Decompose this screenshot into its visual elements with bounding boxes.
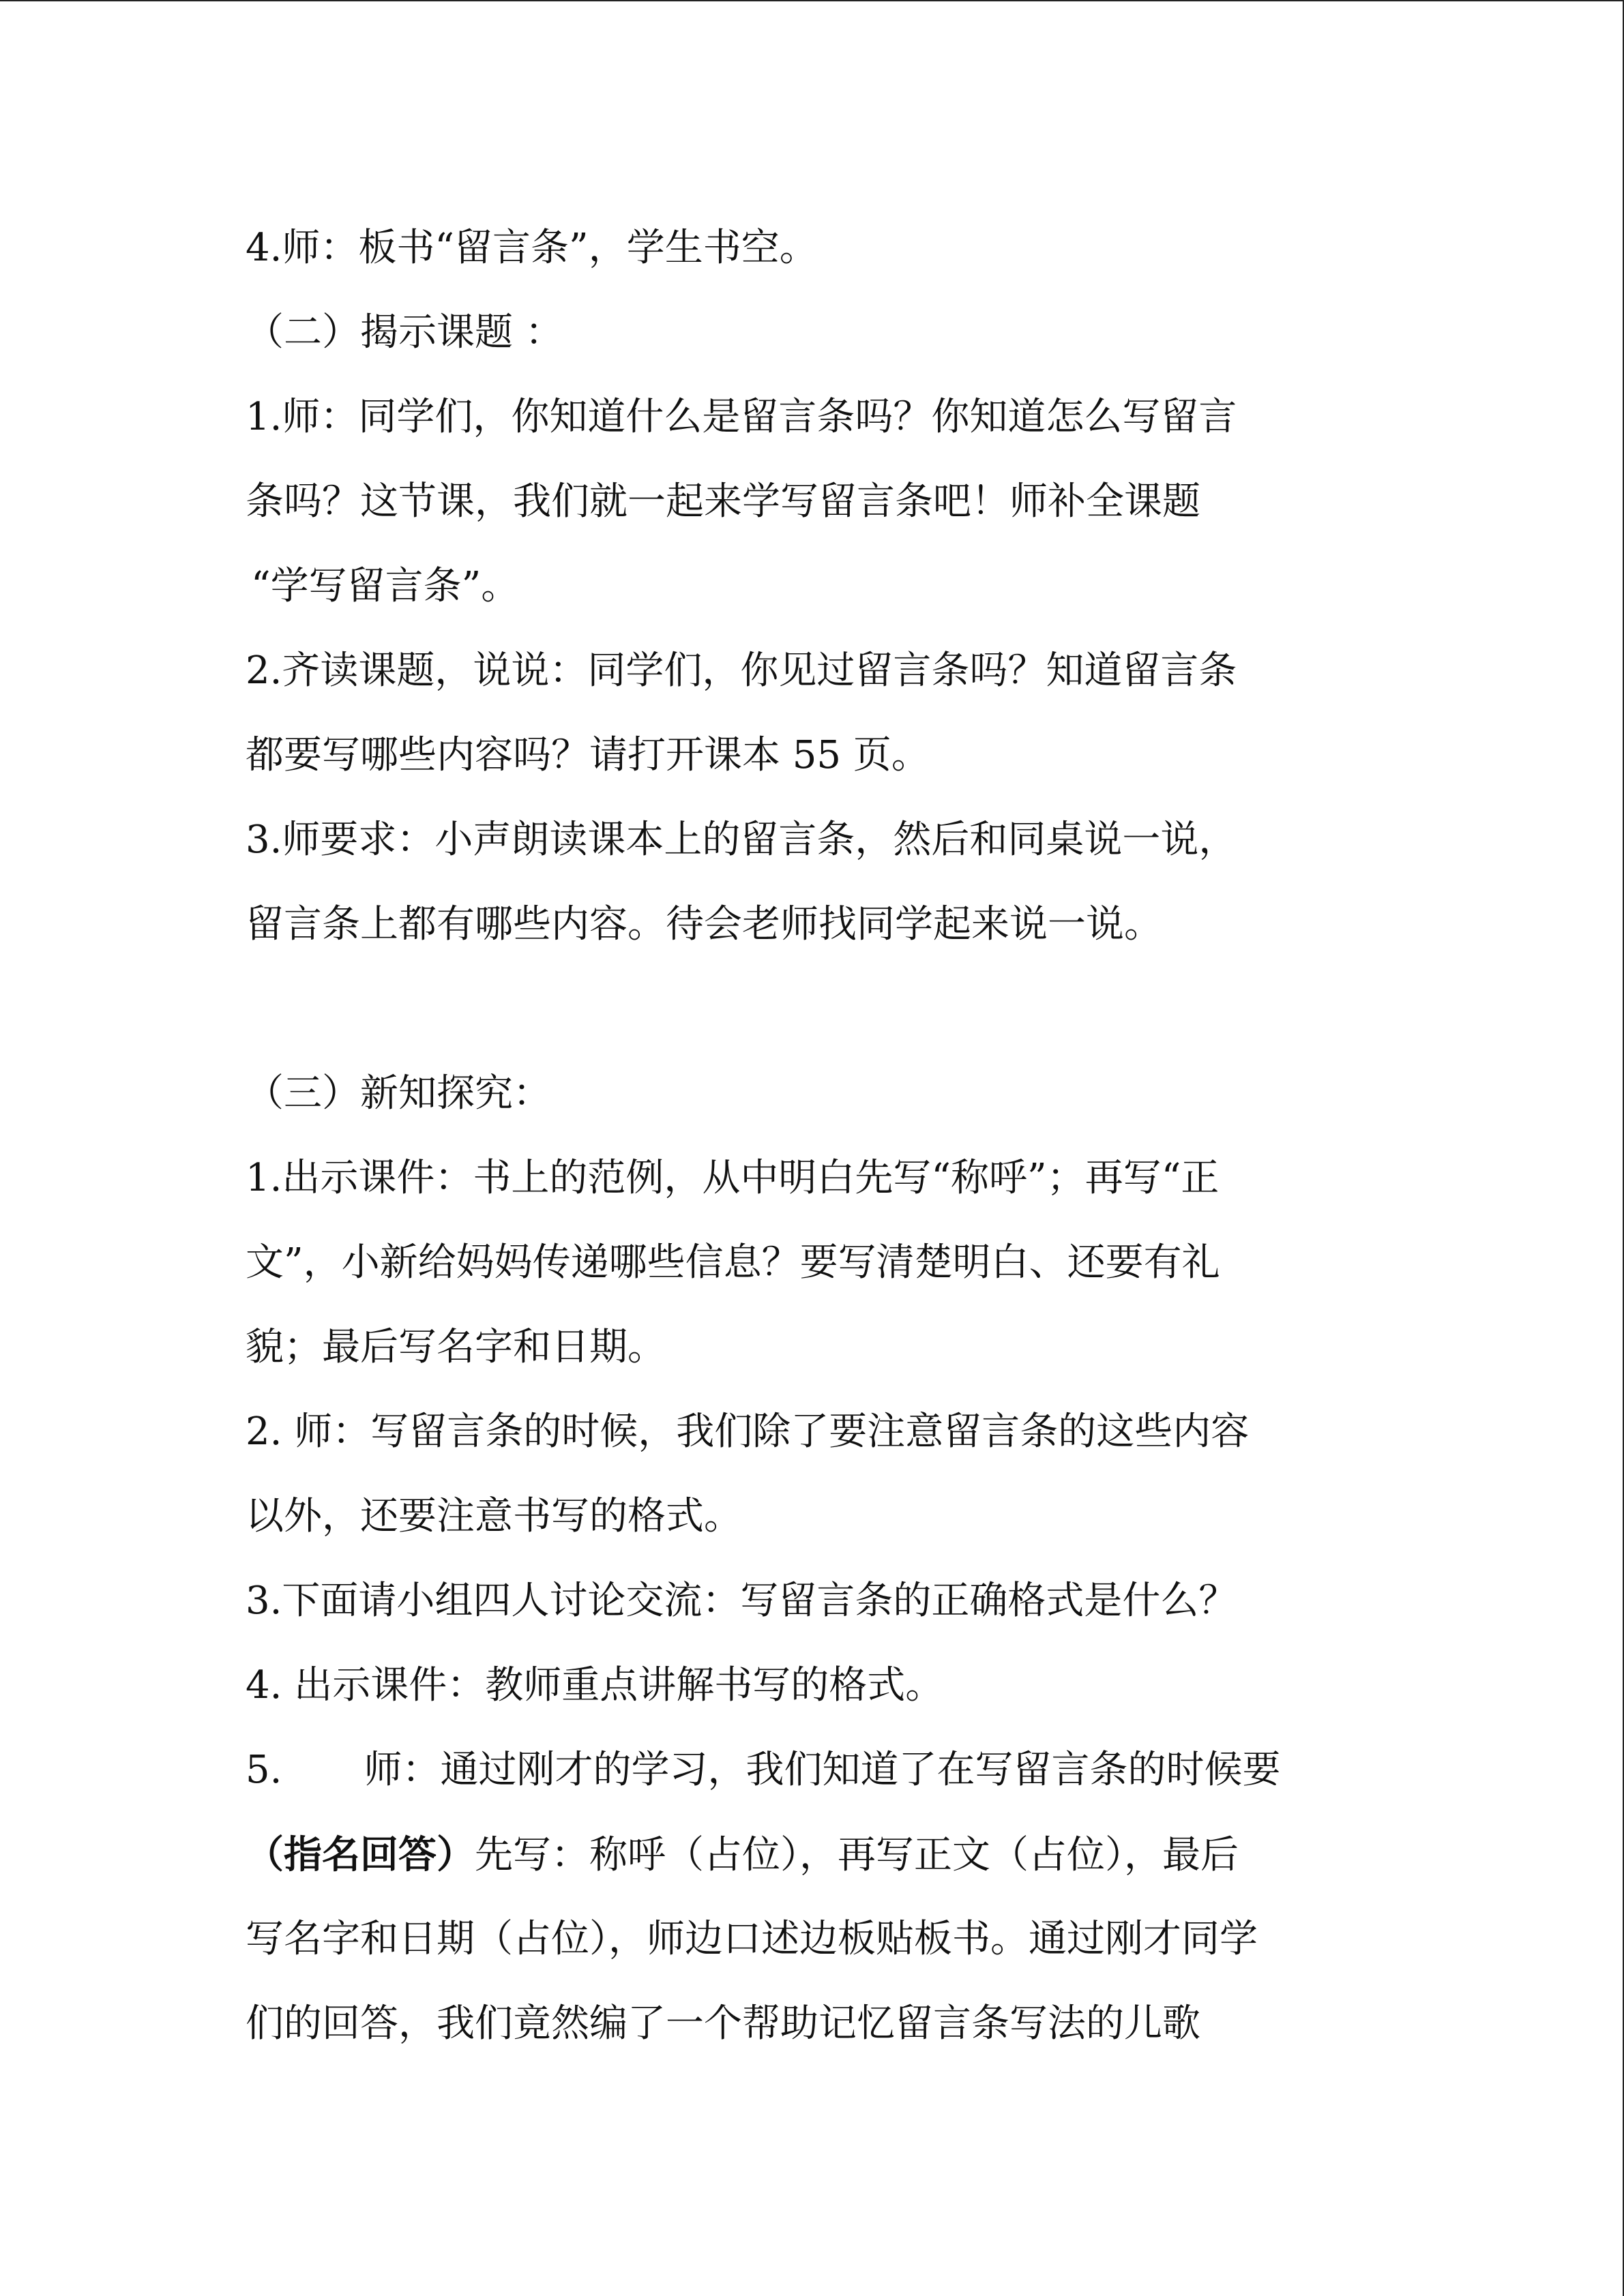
paragraph-line: 1.师：同学们，你知道什么是留言条吗？你知道怎么写留言 xyxy=(246,395,1237,439)
paragraph-spacer xyxy=(246,967,1419,1052)
paragraph-line: 2. 师：写留言条的时候，我们除了要注意留言条的这些内容 xyxy=(246,1410,1250,1454)
paragraph-line: 条吗？这节课，我们就一起来学写留言条吧！师补全课题 xyxy=(246,479,1200,524)
paragraph-line: “学写留言条”。 xyxy=(251,564,520,608)
paragraph-line: 3.下面请小组四人讨论交流：写留言条的正确格式是什么？ xyxy=(246,1579,1237,1623)
paragraph-line: 貌；最后写名字和日期。 xyxy=(246,1325,666,1369)
document-body xyxy=(246,206,1419,2066)
paragraph-line: 都要写哪些内容吗？请打开课本 55 页。 xyxy=(246,733,930,777)
paragraph-line: 2.齐读课题，说说：同学们，你见过留言条吗？知道留言条 xyxy=(246,648,1237,693)
paragraph-line: 留言条上都有哪些内容。待会老师找同学起来说一说。 xyxy=(246,902,1162,946)
paragraph-line: 4.师：板书“留言条”，学生书空。 xyxy=(246,226,818,270)
paragraph-line xyxy=(246,1813,1419,1897)
paragraph-line: 4. 出示课件：教师重点讲解书写的格式。 xyxy=(246,1663,944,1708)
section-heading: （二）揭示课题 ： xyxy=(246,310,563,355)
paragraph-line xyxy=(246,1728,1419,1813)
item-text: 师：通过刚才的学习，我们知道了在写留言条的时候要 xyxy=(364,1748,1281,1792)
paragraph-line: 以外，还要注意书写的格式。 xyxy=(246,1494,742,1538)
paragraph-line: 们的回答，我们竟然编了一个帮助记忆留言条写法的儿歌 xyxy=(246,2001,1200,2046)
item-text: 先写：称呼（占位），再写正文（占位），最后 xyxy=(475,1833,1239,1877)
paragraph-line: 文”，小新给妈妈传递哪些信息？要写清楚明白、还要有礼 xyxy=(246,1240,1220,1285)
paragraph-line: 3.师要求：小声朗读课本上的留言条，然后和同桌说一说， xyxy=(246,818,1237,862)
paragraph-line: 写名字和日期（占位），师边口述边板贴板书。通过刚才同学 xyxy=(246,1917,1258,1961)
section-heading: （三）新知探究： xyxy=(246,1071,551,1116)
bold-note: （指名回答） xyxy=(246,1832,475,1877)
item-number: 5. xyxy=(246,1748,282,1792)
paragraph-line: 1.出示课件：书上的范例，从中明白先写“称呼”；再写“正 xyxy=(246,1156,1220,1200)
